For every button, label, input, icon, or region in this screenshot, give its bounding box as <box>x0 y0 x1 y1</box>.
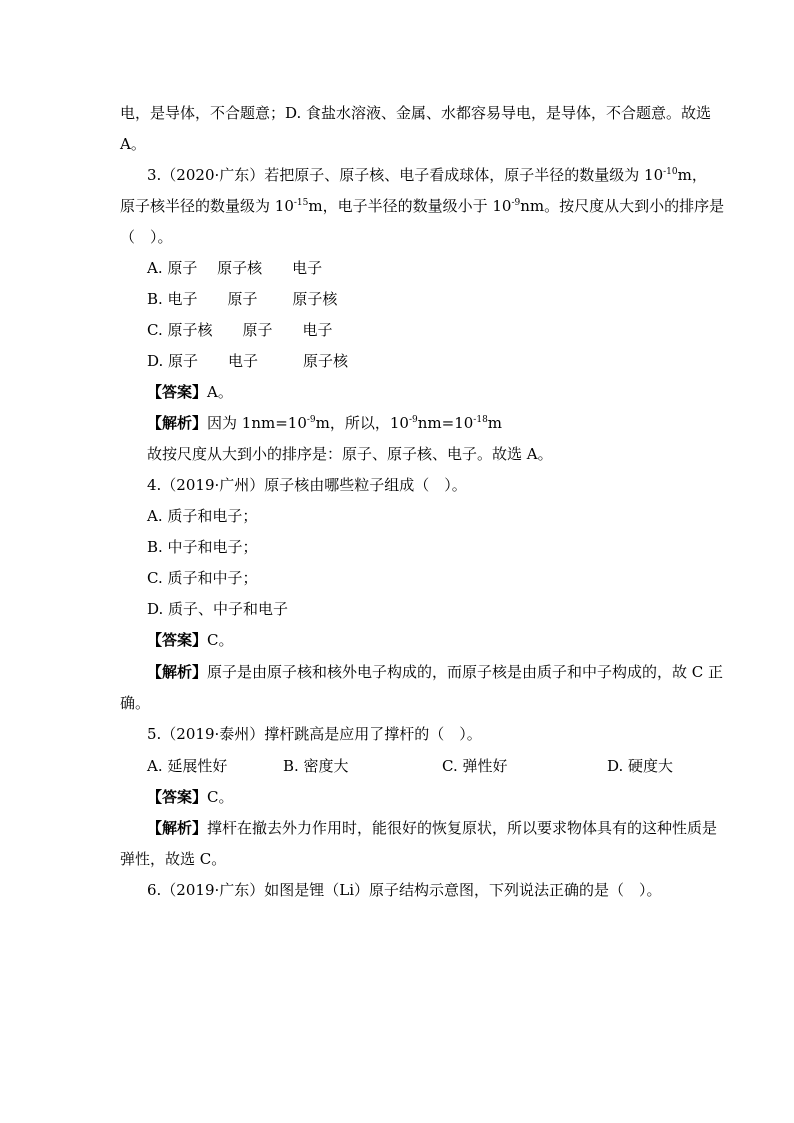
option-d: D. 硬度大 <box>607 757 674 775</box>
option-a: A. 质子和电子； <box>147 507 258 525</box>
answer: 【答案】C。 <box>147 631 234 649</box>
text-line: 电，是导体，不合题意；D. 食盐水溶液、金属、水都容易导电，是导体，不合题意。故选 <box>120 104 712 122</box>
analysis-label: 【解析】 <box>147 663 208 681</box>
analysis-line-2: 故按尺度从大到小的排序是：原子、原子核、电子。故选 A。 <box>147 445 553 463</box>
option-a: A. 延展性好 <box>147 757 228 775</box>
option-c: C. 原子核 原子 电子 <box>147 321 333 339</box>
question-3: 3.（2020·广东）若把原子、原子核、电子看成球体，原子半径的数量级为 $10^{-10}m$， <box>147 166 707 184</box>
option-d: D. 原子 电子 原子核 <box>147 352 349 370</box>
analysis: 【解析】因为 $1nm=10^{-9}m$，所以，$10^{-9}nm=10^{-18}m$ <box>147 414 503 432</box>
option-d: D. 质子、中子和电子 <box>147 600 289 618</box>
analysis-label: 【解析】 <box>147 819 208 837</box>
analysis-label: 【解析】 <box>147 414 208 432</box>
text-line: A。 <box>120 135 146 153</box>
answer: 【答案】C。 <box>147 788 234 806</box>
option-a: A. 原子 原子核 电子 <box>147 259 323 277</box>
option-c: C. 质子和中子； <box>147 569 258 587</box>
question-3-line-3: （ ）。 <box>120 228 173 246</box>
analysis: 【解析】原子是由原子核和核外电子构成的，而原子核是由质子和中子构成的，故 C 正 <box>147 663 724 681</box>
answer-label: 【答案】 <box>147 788 208 806</box>
answer: 【答案】A。 <box>147 383 233 401</box>
analysis: 【解析】撑杆在撤去外力作用时，能很好的恢复原状，所以要求物体具有的这种性质是 <box>147 819 718 837</box>
answer-label: 【答案】 <box>147 631 208 649</box>
question-6: 6.（2019·广东）如图是锂（Li）原子结构示意图，下列说法正确的是（ ）。 <box>147 881 662 899</box>
question-4: 4.（2019·广州）原子核由哪些粒子组成（ ）。 <box>147 476 467 494</box>
option-b: B. 密度大 <box>283 757 349 775</box>
question-3-line-2: 原子核半径的数量级为 $10^{-15}m$，电子半径的数量级小于 $10^{-9}nm$。按尺度从大到小的排序是 <box>120 197 725 215</box>
analysis-line-2: 弹性，故选 C。 <box>120 850 227 868</box>
analysis-line-2: 确。 <box>120 694 151 712</box>
option-b: B. 中子和电子； <box>147 538 258 556</box>
question-5: 5.（2019·泰州）撑杆跳高是应用了撑杆的（ ）。 <box>147 725 482 743</box>
option-c: C. 弹性好 <box>442 757 508 775</box>
answer-label: 【答案】 <box>147 383 208 401</box>
option-b: B. 电子 原子 原子核 <box>147 290 338 308</box>
